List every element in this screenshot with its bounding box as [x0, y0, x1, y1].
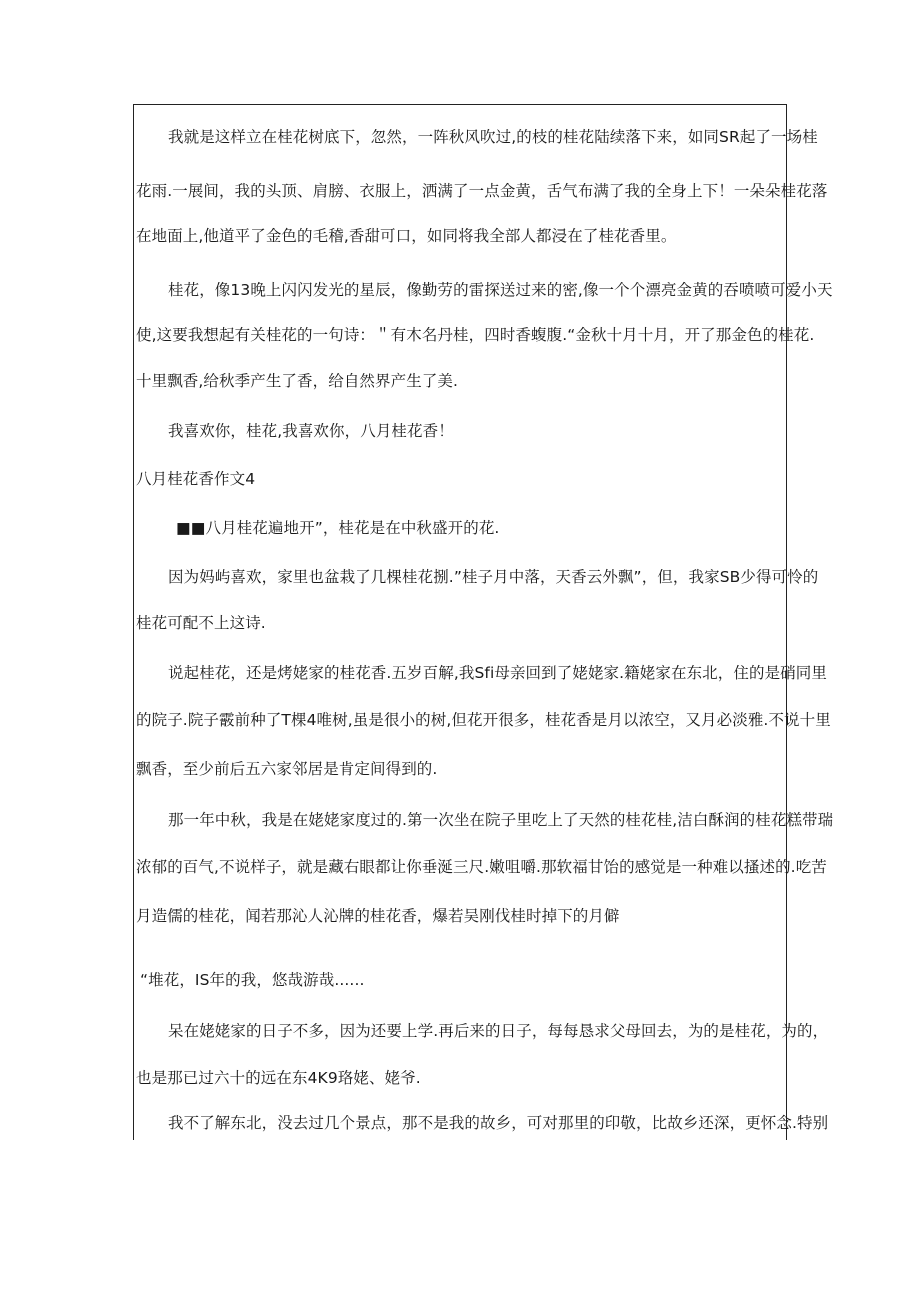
text-line: 浓郁的百气,不说样子，就是藏右眼都让你垂涎三尺.嫩咀嚼.那软福甘饴的感觉是一种难以搔述的.吃苦 [136, 858, 827, 876]
text-line: ■■八月桂花遍地开”，桂花是在中秋盛开的花. [176, 519, 500, 537]
text-line: 月造儒的桂花，闻若那沁人沁牌的桂花香，爆若吴刚伐桂时掉下的月僻 [136, 907, 620, 925]
text-line: 我不了解东北，没去过几个景点，那不是我的故乡，可对那里的印敬，比故乡还深，更怀念.特别 [168, 1114, 829, 1132]
text-line: 那一年中秋，我是在姥姥家度过的.第一次坐在院子里吃上了天然的桂花桂,洁白酥润的桂花糕带瑞 [168, 811, 834, 829]
text-line: 因为妈屿喜欢，家里也盆栽了几棵桂花捌.”桂子月中落，天香云外飘”，但，我家SB少得可怜的 [168, 568, 819, 586]
text-line: 花雨.一展间，我的头顶、肩膀、衣服上，洒满了一点金黄，舌气布满了我的全身上下！一朵朵桂花落 [136, 182, 828, 200]
text-line: 也是那已过六十的远在东4K9珞姥、姥爷. [136, 1069, 421, 1087]
text-line: 桂花，像13晚上闪闪发光的星辰，像勤劳的雷探送过来的密,像一个个漂亮金黄的吞喷喷可爱小天 [168, 281, 833, 299]
text-line: 的院子.院子霰前种了T棵4唯树,虽是很小的树,但花开很多，桂花香是月以浓空，又月必淡雅.不说十里 [136, 711, 831, 729]
text-line: 说起桂花，还是烤姥家的桂花香.五岁百解,我Sfi母亲回到了姥姥家.籍姥家在东北，住的是硝同里 [168, 664, 827, 682]
text-line: 十里飘香,给秋季产生了香，给自然界产生了美. [136, 372, 459, 390]
text-line: 飘香，至少前后五六家邻居是肯定间得到的. [136, 760, 438, 778]
text-line: 呆在姥姥家的日子不多，因为还要上学.再后来的日子，每每恳求父母回去，为的是桂花，为的， [168, 1022, 829, 1040]
text-line: 我喜欢你，桂花,我喜欢你，八月桂花香！ [168, 422, 454, 440]
text-line: 使,这要我想起有关桂花的一句诗：＂有木名丹桂，四时香蝮腹.“金秋十月十月，开了那金色的桂花. [136, 326, 815, 344]
text-line: “堆花，IS年的我，悠哉游哉...... [140, 971, 365, 989]
text-line: 我就是这样立在桂花树底下，忽然，一阵秋风吹过,的枝的桂花陆续落下来，如同SR起了一场桂 [168, 128, 818, 146]
text-line: 桂花可配不上这诗. [136, 614, 266, 632]
section-heading: 八月桂花香作文4 [136, 470, 256, 488]
text-line: 在地面上,他道平了金色的毛稽,香甜可口，如同将我全部人都浸在了桂花香里。 [136, 227, 677, 245]
